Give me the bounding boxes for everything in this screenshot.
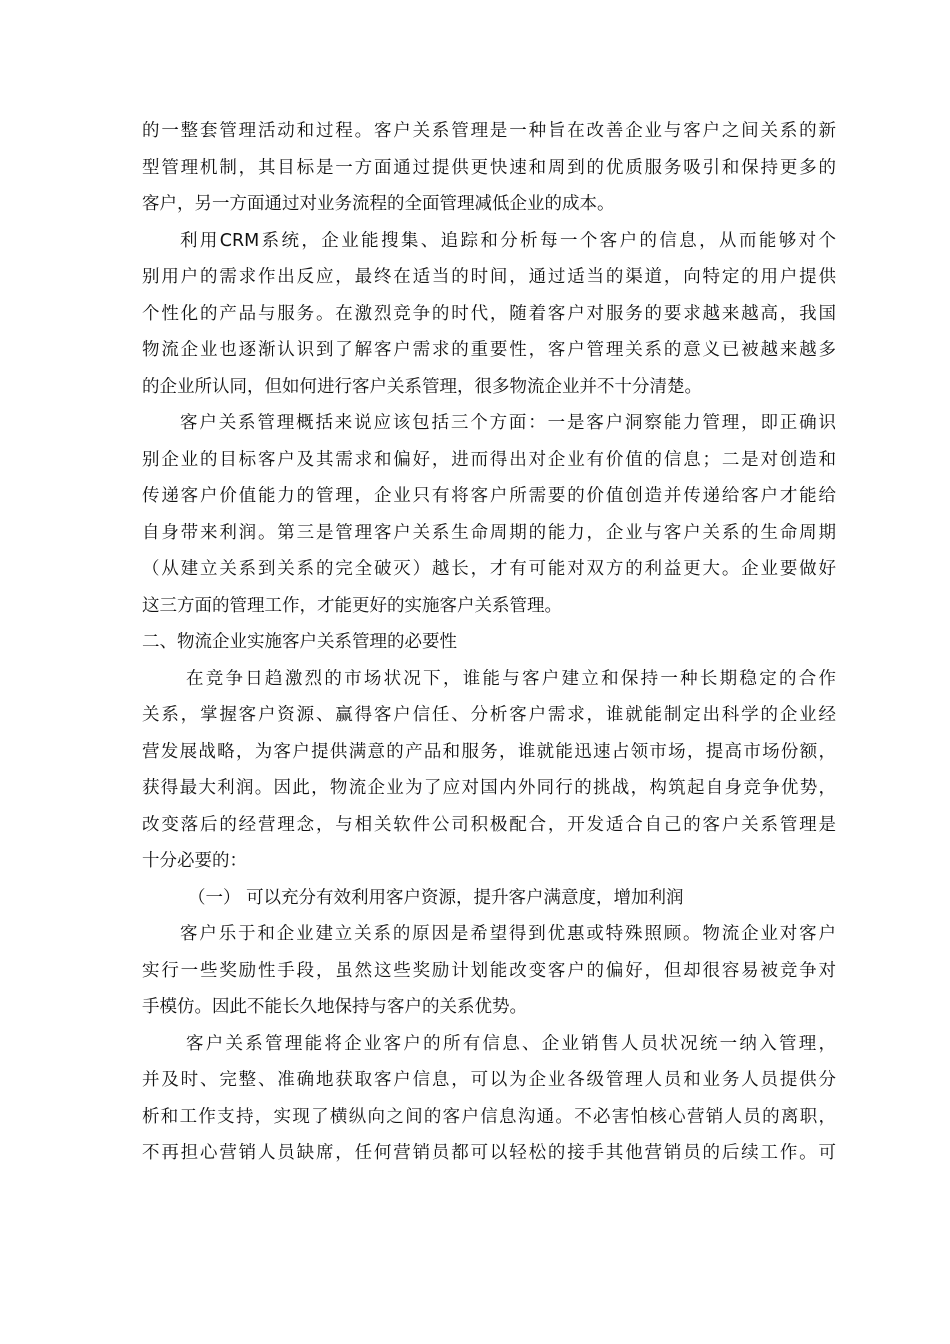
paragraph-line: 改变落后的经营理念，与相关软件公司积极配合，开发适合自己的客户关系管理是 [142, 814, 836, 835]
paragraph-line: 别用户的需求作出反应，最终在适当的时间，通过适当的渠道，向特定的用户提供 [142, 267, 836, 287]
paragraph-line: 获得最大利润。因此，物流企业为了应对国内外同行的挑战，构筑起自身竞争优势， [142, 778, 836, 798]
paragraph-line: 在竞争日趋激烈的市场状况下，谁能与客户建立和保持一种长期稳定的合作 [186, 668, 836, 689]
paragraph-line: 客户乐于和企业建立关系的原因是希望得到优惠或特殊照顾。物流企业对客户 [180, 924, 836, 944]
paragraph-line: 利用CRM系统，企业能搜集、追踪和分析每一个客户的信息，从而能够对个 [180, 230, 836, 251]
paragraph-line: 自身带来利润。第三是管理客户关系生命周期的能力，企业与客户关系的生命周期 [142, 522, 836, 543]
paragraph-line: 传递客户价值能力的管理，企业只有将客户所需要的价值创造并传递给客户才能给 [142, 486, 836, 506]
paragraph-line: 不再担心营销人员缺席，任何营销员都可以轻松的接手其他营销员的后续工作。可 [142, 1143, 836, 1163]
paragraph-line: 这三方面的管理工作，才能更好的实施客户关系管理。 [142, 595, 562, 616]
paragraph-line: 客户关系管理能将企业客户的所有信息、企业销售人员状况统一纳入管理， [186, 1033, 836, 1054]
paragraph-line: 关系，掌握客户资源、赢得客户信任、分析客户需求，谁就能制定出科学的企业经 [142, 705, 836, 725]
paragraph-line: 客户关系管理概括来说应该包括三个方面：一是客户洞察能力管理，即正确识 [180, 413, 836, 433]
document-body [142, 113, 836, 1172]
paragraph-line: 营发展战略，为客户提供满意的产品和服务，谁就能迅速占领市场，提高市场份额， [142, 741, 836, 762]
paragraph-line: 实行一些奖励性手段，虽然这些奖励计划能改变客户的偏好，但却很容易被竞争对 [142, 960, 836, 981]
paragraph-line: 型管理机制，其目标是一方面通过提供更快速和周到的优质服务吸引和保持更多的 [142, 157, 836, 178]
paragraph-line: 客户，另一方面通过对业务流程的全面管理减低企业的成本。 [142, 194, 615, 214]
paragraph-line: 并及时、完整、准确地获取客户信息，可以为企业各级管理人员和业务人员提供分 [142, 1070, 836, 1090]
section-heading: 二、物流企业实施客户关系管理的必要性 [142, 632, 457, 652]
paragraph-line: 的一整套管理活动和过程。客户关系管理是一种旨在改善企业与客户之间关系的新 [142, 121, 836, 141]
paragraph-line: 物流企业也逐渐认识到了解客户需求的重要性，客户管理关系的意义已被越来越多 [142, 340, 836, 360]
paragraph-line: 手模仿。因此不能长久地保持与客户的关系优势。 [142, 997, 527, 1017]
paragraph-line: （从建立关系到关系的完全破灭）越长，才有可能对双方的利益更大。企业要做好 [142, 559, 836, 579]
paragraph-line: 个性化的产品与服务。在激烈竞争的时代，随着客户对服务的要求越来越高，我国 [142, 303, 836, 324]
paragraph-line: 的企业所认同，但如何进行客户关系管理，很多物流企业并不十分清楚。 [142, 376, 702, 397]
paragraph-line: 十分必要的： [142, 851, 247, 871]
subsection-heading: （一） 可以充分有效利用客户资源，提升客户满意度，增加利润 [188, 887, 684, 908]
paragraph-line: 析和工作支持，实现了横纵向之间的客户信息沟通。不必害怕核心营销人员的离职， [142, 1106, 836, 1127]
paragraph-line: 别企业的目标客户及其需求和偏好，进而得出对企业有价值的信息；二是对创造和 [142, 449, 836, 470]
